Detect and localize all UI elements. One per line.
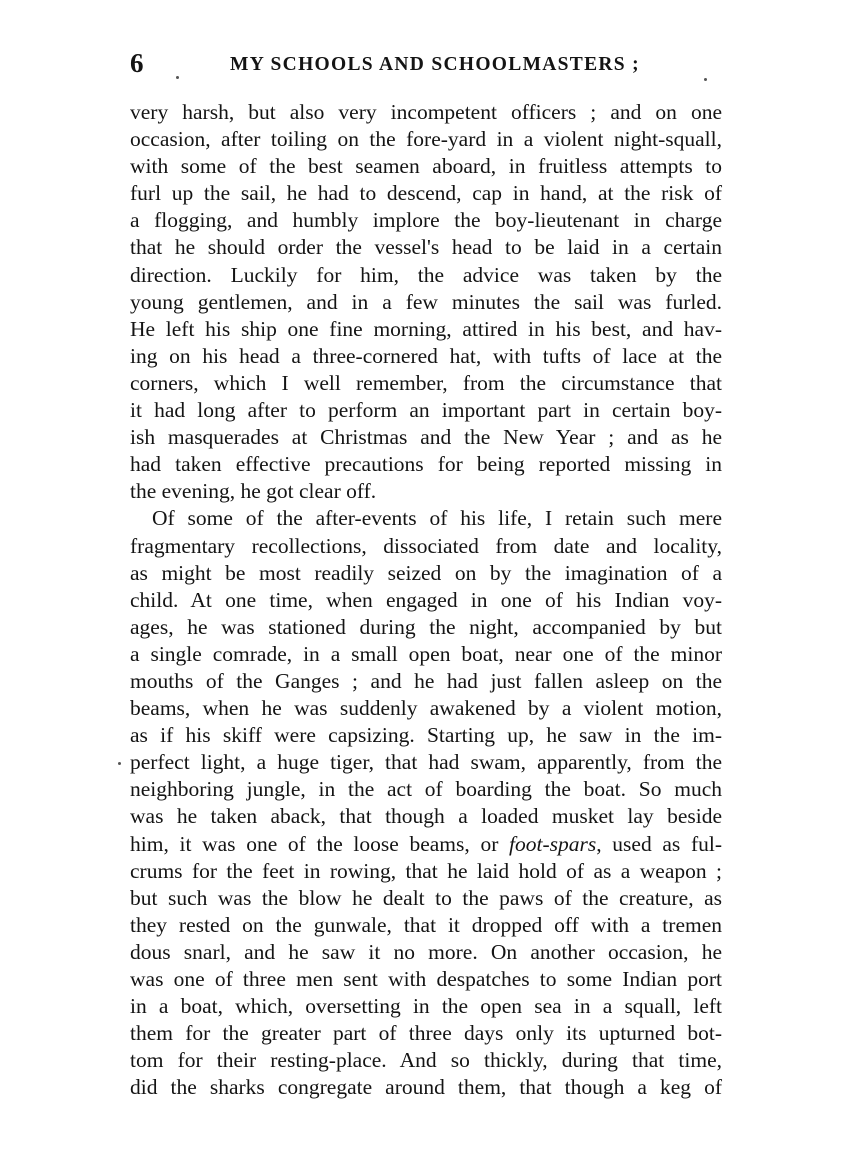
- page-header: [130, 46, 722, 80]
- text-line: very harsh, but also very incompetent officers ; and on one: [130, 100, 722, 124]
- text-line: a flogging, and humbly implore the boy-lieutenant in charge: [130, 208, 722, 233]
- text-line: ages, he was stationed during the night, accompanied by but: [130, 614, 722, 639]
- text-line: as if his skiff were capsizing. Starting up, he saw in the im-: [130, 723, 722, 748]
- text-line: tom for their resting-place. And so thickly, during that time,: [130, 1048, 722, 1073]
- text-line: ing on his head a three-cornered hat, with tufts of lace at the: [130, 343, 722, 368]
- print-speck: [176, 76, 179, 79]
- text-line: He left his ship one fine morning, attired in his best, and hav-: [130, 316, 722, 341]
- text-line: as might be most readily seized on by the imagination of a: [130, 560, 722, 585]
- text-line: mouths of the Ganges ; and he had just fallen asleep on the: [130, 668, 722, 693]
- text-line: ish masquerades at Christmas and the New Year ; and as he: [130, 425, 722, 450]
- text-line: crums for the feet in rowing, that he laid hold of as a weapon ;: [130, 858, 722, 883]
- running-head: MY SCHOOLS AND SCHOOLMASTERS ;: [230, 54, 640, 75]
- text-line: with some of the best seamen aboard, in fruitless attempts to: [130, 154, 722, 179]
- text-line: was one of three men sent with despatches to some Indian port: [130, 967, 722, 991]
- text-line: did the sharks congregate around them, that though a keg of: [130, 1075, 722, 1100]
- text-line: direction. Luckily for him, the advice was taken by the: [130, 262, 722, 287]
- text-line: young gentlemen, and in a few minutes the sail was furled.: [130, 289, 722, 314]
- text-line: him, it was one of the loose beams, or foot-spars, used as ful-: [130, 831, 722, 856]
- text-line: had taken effective precautions for being reported missing in: [130, 452, 722, 477]
- text-line: beams, when he was suddenly awakened by a violent motion,: [130, 696, 722, 721]
- text-line: Of some of the after-events of his life, I retain such mere: [152, 506, 722, 531]
- text-line: they rested on the gunwale, that it dropped off with a tremen: [130, 912, 722, 937]
- paragraph: [130, 505, 722, 1101]
- body-text: [130, 99, 722, 1101]
- print-speck: [704, 78, 707, 81]
- text-line: furl up the sail, he had to descend, cap in hand, at the risk of: [130, 181, 722, 206]
- text-line: them for the greater part of three days only its upturned bot-: [130, 1021, 722, 1046]
- text-line: fragmentary recollections, dissociated from date and locality,: [130, 533, 722, 558]
- page-number: 6: [130, 48, 144, 78]
- text-line: corners, which I well remember, from the circumstance that: [130, 370, 722, 395]
- text-line: child. At one time, when engaged in one of his Indian voy-: [130, 587, 722, 612]
- text-line: but such was the blow he dealt to the paws of the creature, as: [130, 885, 722, 910]
- text-line: neighboring jungle, in the act of boarding the boat. So much: [130, 777, 722, 802]
- paragraph: [130, 99, 722, 505]
- text-line: the evening, he got clear off.: [130, 479, 377, 504]
- text-line: in a boat, which, oversetting in the open sea in a squall, left: [130, 994, 722, 1019]
- text-line: a single comrade, in a small open boat, near one of the minor: [130, 641, 722, 666]
- text-line: that he should order the vessel's head to be laid in a certain: [130, 235, 722, 260]
- text-line: dous snarl, and he saw it no more. On another occasion, he: [130, 939, 722, 964]
- text-line: perfect light, a huge tiger, that had swam, apparently, from the: [130, 750, 722, 775]
- text-line: occasion, after toiling on the fore-yard in a violent night-squall,: [130, 127, 722, 152]
- text-line: it had long after to perform an important part in certain boy-: [130, 398, 722, 423]
- text-line: was he taken aback, that though a loaded musket lay beside: [130, 804, 722, 829]
- italic-term: foot-spars: [509, 831, 597, 856]
- print-speck: [118, 762, 121, 765]
